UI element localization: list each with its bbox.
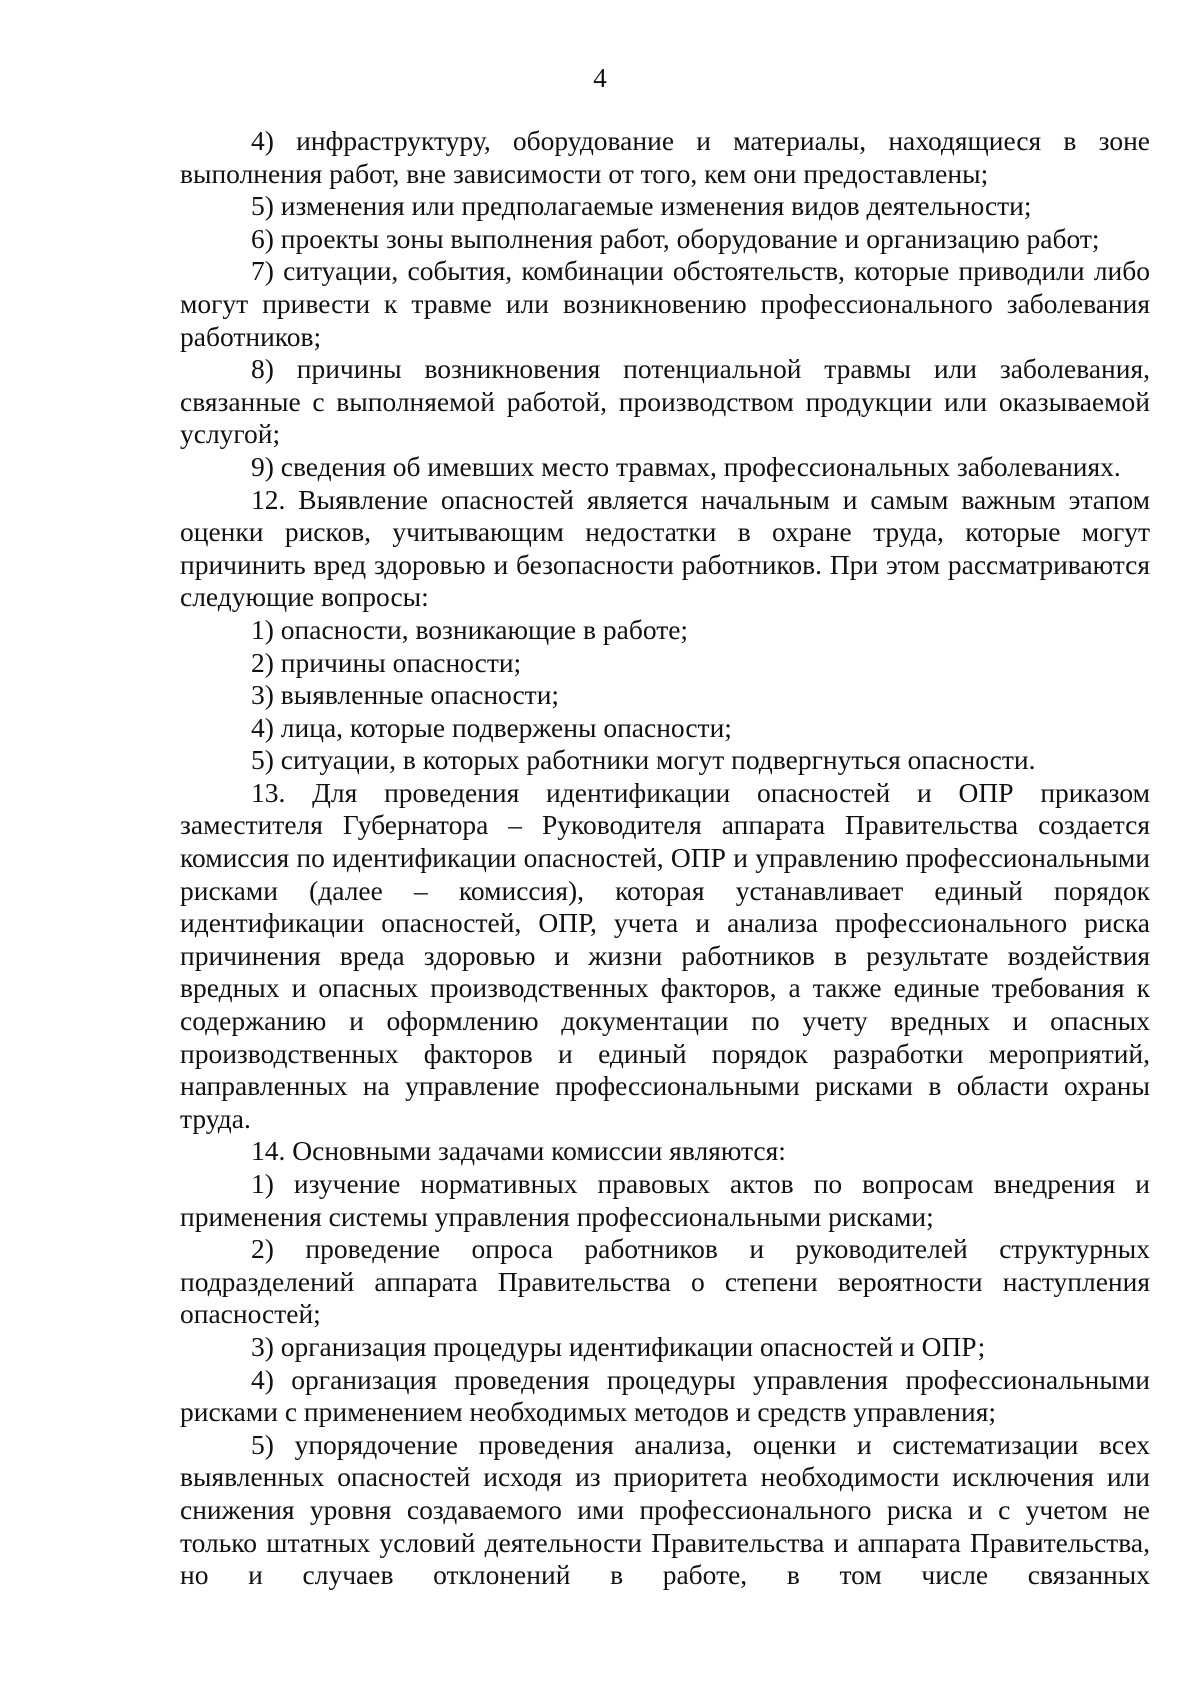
list-item-3-identified-hazards: 3) выявленные опасности; xyxy=(251,679,560,711)
section-12-paragraph: 12. Выявление опасностей является начальным и самым важным этапом оценки рисков, учитывающим недостатки в охране труда, которые могут причинить вред здоровью и безопасности работников. При этом рассматриваются следующие вопросы: xyxy=(180,483,1150,613)
document-body xyxy=(180,125,1150,1592)
section-14-paragraph: 14. Основными задачами комиссии являются: xyxy=(251,1135,786,1167)
list-item-5-exposure-situations: 5) ситуации, в которых работники могут подвергнуться опасности. xyxy=(251,744,1036,776)
list-item-9-injury-records: 9) сведения об имевших место травмах, профессиональных заболеваниях. xyxy=(251,450,1121,482)
list-item-5-activity-changes: 5) изменения или предполагаемые изменения видов деятельности; xyxy=(251,190,1032,222)
task-item-1-study-acts: 1) изучение нормативных правовых актов по вопросам внедрения и применения системы управления профессиональными рисками; xyxy=(180,1168,1150,1232)
task-item-4-risk-management: 4) организация проведения процедуры управления профессиональными рисками с применением необходимых методов и средств управления; xyxy=(180,1363,1150,1428)
list-item-8-causes: 8) причины возникновения потенциальной травмы или заболевания, связанные с выполняемой работой, производством продукции или оказываемой услугой; xyxy=(180,353,1150,450)
task-item-3-identification: 3) организация процедуры идентификации опасностей и ОПР; xyxy=(251,1330,986,1362)
list-item-4-infrastructure: 4) инфраструктуру, оборудование и материалы, находящиеся в зоне выполнения работ, вне зависимости от того, кем они предоставлены; xyxy=(180,125,1150,189)
page-number: 4 xyxy=(593,63,607,93)
section-13-paragraph: 13. Для проведения идентификации опасностей и ОПР приказом заместителя Губернатора – Руководителя аппарата Правительства создается комиссия по идентификации опасностей, ОПР и управлению профессиональными рисками (далее – комиссия), которая устанавливает единый порядок идентификации опасностей, ОПР, учета и анализа профессионального риска причинения вреда здоровью и жизни работников в результате воздействия вредных и опасных производственных факторов, а также единые требования к содержанию и оформлению документации по учету вредных и опасных производственных факторов и единый порядок разработки мероприятий, направленных на управление профессиональными рисками в области охраны труда. xyxy=(180,776,1150,1134)
task-item-2-survey: 2) проведение опроса работников и руководителей структурных подразделений аппарата Правительства о степени вероятности наступления опасностей; xyxy=(180,1233,1150,1330)
list-item-7-situations: 7) ситуации, события, комбинации обстоятельств, которые приводили либо могут привести к травме или возникновению профессионального заболевания работников; xyxy=(180,255,1150,352)
task-item-5-analysis: 5) упорядочение проведения анализа, оценки и систематизации всех выявленных опасностей исходя из приоритета необходимости исключения или снижения уровня создаваемого ими профессионального риска и с учетом не только штатных условий деятельности Правительства и аппарата Правительства, но и случаев отклонений в работе, в том числе связанных xyxy=(180,1428,1150,1591)
list-item-4-exposed-persons: 4) лица, которые подвержены опасности; xyxy=(251,711,732,743)
list-item-2-hazard-causes: 2) причины опасности; xyxy=(251,646,522,678)
list-item-6-projects: 6) проекты зоны выполнения работ, оборудование и организацию работ; xyxy=(251,222,1100,254)
list-item-1-hazards-in-work: 1) опасности, возникающие в работе; xyxy=(251,613,689,645)
